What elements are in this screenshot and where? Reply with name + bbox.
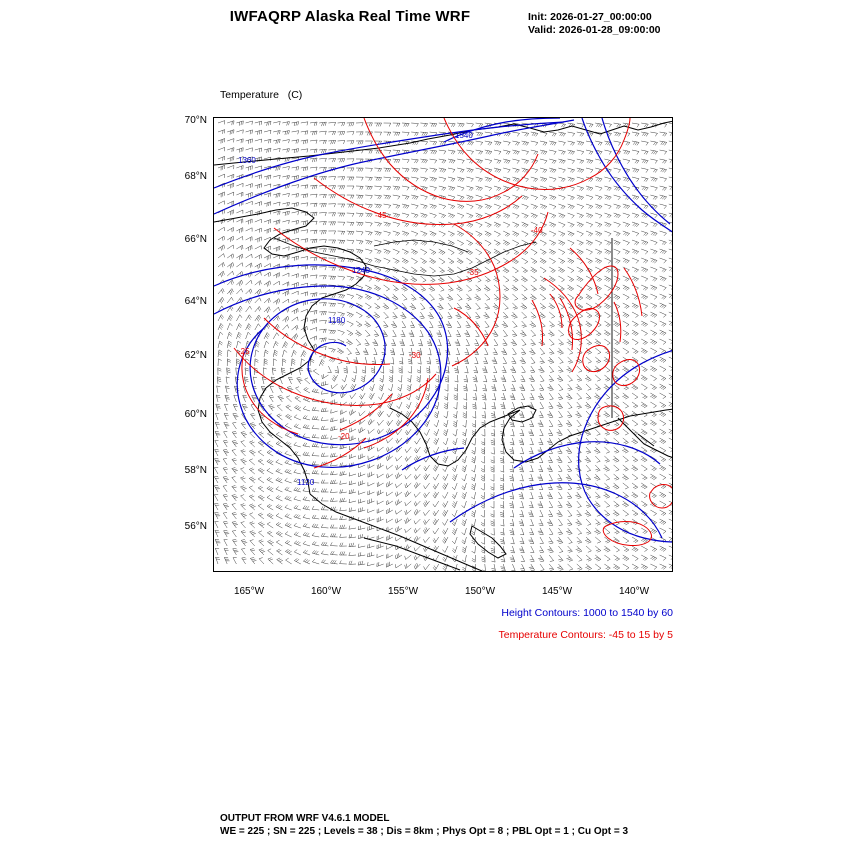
x-tick-label: 140°W [618, 586, 650, 597]
x-tick-label: 165°W [233, 586, 265, 597]
contour-label: -20 [338, 432, 350, 441]
valid-time: Valid: 2026-01-28_09:00:00 [528, 24, 661, 36]
y-tick-label: 64°N [184, 296, 207, 307]
init-time: Init: 2026-01-27_00:00:00 [528, 11, 652, 23]
page-title: IWFAQRP Alaska Real Time WRF [229, 8, 471, 25]
footer-line-2: WE = 225 ; SN = 225 ; Levels = 38 ; Dis = 8km ; Phys Opt = 8 ; PBL Opt = 1 ; Cu Opt = 3 [220, 826, 629, 837]
height-contours-legend: Height Contours: 1000 to 1540 by 60 [501, 607, 673, 619]
x-tick-label: 155°W [387, 586, 419, 597]
contour-label: 1540 [455, 131, 473, 140]
contour-label: -45 [375, 211, 387, 220]
x-tick-label: 150°W [464, 586, 496, 597]
footer-line-1: OUTPUT FROM WRF V4.6.1 MODEL [220, 813, 390, 824]
y-tick-label: 60°N [184, 409, 207, 420]
units-temperature: Temperature (C) [220, 89, 303, 101]
y-tick-label: 68°N [184, 171, 207, 182]
contour-label: -25 [238, 347, 250, 356]
contour-label: -30 [409, 351, 421, 360]
y-tick-label: 58°N [184, 465, 207, 476]
model-output-footer [220, 812, 628, 838]
x-tick-label: 160°W [310, 586, 342, 597]
y-tick-label: 70°N [184, 115, 207, 126]
contour-label: 1120 [297, 478, 315, 487]
contour-label: 1240 [352, 266, 370, 275]
contour-label: -35 [467, 268, 479, 277]
y-tick-label: 66°N [184, 234, 207, 245]
temperature-contours-legend: Temperature Contours: -45 to 15 by 5 [498, 629, 673, 641]
x-tick-label: 145°W [541, 586, 573, 597]
contour-label: -40 [531, 226, 543, 235]
contour-label: 1360 [238, 156, 256, 165]
y-tick-label: 56°N [184, 521, 207, 532]
contour-label: 1180 [328, 316, 346, 325]
y-tick-label: 62°N [184, 350, 207, 361]
